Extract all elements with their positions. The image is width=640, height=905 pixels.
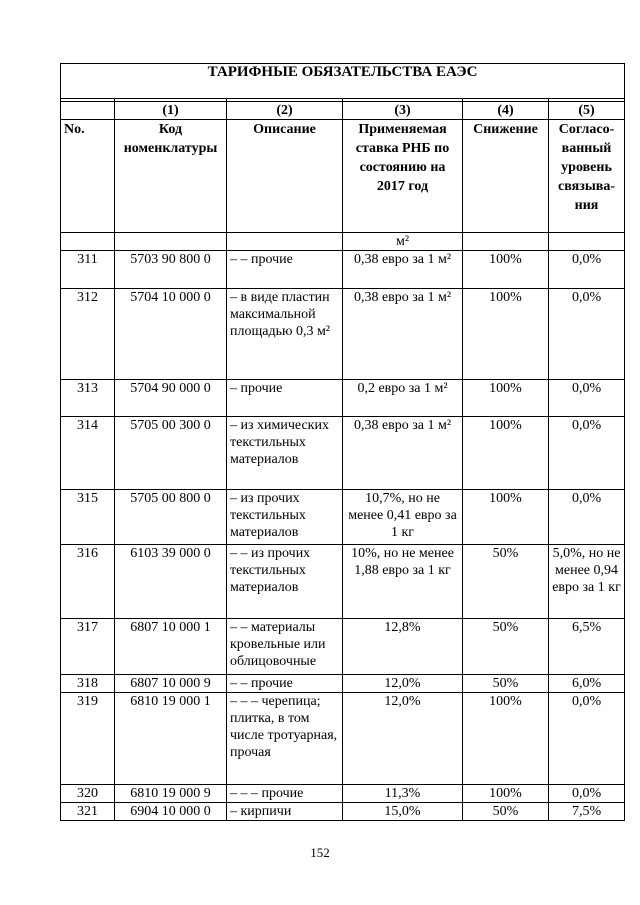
table-row xyxy=(61,490,625,545)
reduction: 50% xyxy=(463,545,549,619)
nomenclature-code: 6810 19 000 9 xyxy=(115,785,227,803)
bound-level: 7,5% xyxy=(549,803,625,821)
applied-rate: 12,0% xyxy=(343,675,463,693)
reduction: 50% xyxy=(463,675,549,693)
table-row xyxy=(61,785,625,803)
row-number: 320 xyxy=(61,785,115,803)
bound-level: 0,0% xyxy=(549,251,625,289)
description: – – из прочих текстильных материалов xyxy=(227,545,343,619)
description: – из химических текстильных материалов xyxy=(227,417,343,490)
header-code: Код номенклатуры xyxy=(115,120,227,233)
reduction: 100% xyxy=(463,251,549,289)
description: – из прочих текстильных материалов xyxy=(227,490,343,545)
bound-level: 0,0% xyxy=(549,785,625,803)
nomenclature-code: 5703 90 800 0 xyxy=(115,251,227,289)
nomenclature-code: 5704 90 000 0 xyxy=(115,380,227,417)
table-title: ТАРИФНЫЕ ОБЯЗАТЕЛЬСТВА ЕАЭС xyxy=(61,64,625,99)
reduction: 100% xyxy=(463,289,549,380)
column-number-row xyxy=(61,102,625,120)
row-number: 311 xyxy=(61,251,115,289)
continued-cell: м² xyxy=(343,233,463,251)
bound-level: 6,0% xyxy=(549,675,625,693)
reduction: 100% xyxy=(463,417,549,490)
table-row xyxy=(61,251,625,289)
table-row xyxy=(61,803,625,821)
nomenclature-code: 6810 19 000 1 xyxy=(115,693,227,785)
header-applied-rate: Применяемая ставка РНБ по состоянию на 2017 год xyxy=(343,120,463,233)
column-number: (5) xyxy=(549,102,625,120)
description: – – прочие xyxy=(227,675,343,693)
applied-rate: 12,0% xyxy=(343,693,463,785)
header-reduction: Снижение xyxy=(463,120,549,233)
reduction: 50% xyxy=(463,619,549,675)
bound-level: 5,0%, но не менее 0,94 евро за 1 кг xyxy=(549,545,625,619)
row-number: 316 xyxy=(61,545,115,619)
description: – – – черепица; плитка, в том числе тротуарная, прочая xyxy=(227,693,343,785)
applied-rate: 15,0% xyxy=(343,803,463,821)
bound-level: 6,5% xyxy=(549,619,625,675)
row-number: 315 xyxy=(61,490,115,545)
applied-rate: 10,7%, но не менее 0,41 евро за 1 кг xyxy=(343,490,463,545)
applied-rate: 0,2 евро за 1 м² xyxy=(343,380,463,417)
description: – прочие xyxy=(227,380,343,417)
bound-level: 0,0% xyxy=(549,693,625,785)
description: – – – прочие xyxy=(227,785,343,803)
table-row xyxy=(61,693,625,785)
nomenclature-code: 5705 00 800 0 xyxy=(115,490,227,545)
applied-rate: 11,3% xyxy=(343,785,463,803)
continued-row xyxy=(61,233,625,251)
reduction: 100% xyxy=(463,693,549,785)
row-number: 314 xyxy=(61,417,115,490)
table-row xyxy=(61,380,625,417)
row-number: 317 xyxy=(61,619,115,675)
column-header-row xyxy=(61,120,625,233)
column-number: (3) xyxy=(343,102,463,120)
applied-rate: 0,38 евро за 1 м² xyxy=(343,417,463,490)
applied-rate: 10%, но не менее 1,88 евро за 1 кг xyxy=(343,545,463,619)
reduction: 100% xyxy=(463,490,549,545)
nomenclature-code: 6103 39 000 0 xyxy=(115,545,227,619)
bound-level: 0,0% xyxy=(549,417,625,490)
column-number: (4) xyxy=(463,102,549,120)
reduction: 50% xyxy=(463,803,549,821)
table-row xyxy=(61,417,625,490)
row-number: 313 xyxy=(61,380,115,417)
nomenclature-code: 6807 10 000 9 xyxy=(115,675,227,693)
bound-level: 0,0% xyxy=(549,289,625,380)
row-number: 318 xyxy=(61,675,115,693)
bound-level: 0,0% xyxy=(549,380,625,417)
nomenclature-code: 6904 10 000 0 xyxy=(115,803,227,821)
nomenclature-code: 5705 00 300 0 xyxy=(115,417,227,490)
nomenclature-code: 6807 10 000 1 xyxy=(115,619,227,675)
applied-rate: 0,38 евро за 1 м² xyxy=(343,289,463,380)
page-number: 152 xyxy=(310,845,330,860)
header-bound-level: Согласо-ванный уровень связыва-ния xyxy=(549,120,625,233)
description: – в виде пластин максимальной площадью 0,3 м² xyxy=(227,289,343,380)
description: – – прочие xyxy=(227,251,343,289)
table-title-row xyxy=(61,64,625,99)
row-number: 319 xyxy=(61,693,115,785)
column-number: (1) xyxy=(115,102,227,120)
header-no: No. xyxy=(61,120,115,233)
table-row xyxy=(61,675,625,693)
table-row xyxy=(61,619,625,675)
description: – – материалы кровельные или облицовочные xyxy=(227,619,343,675)
row-number: 321 xyxy=(61,803,115,821)
table-row xyxy=(61,545,625,619)
table-row xyxy=(61,289,625,380)
reduction: 100% xyxy=(463,785,549,803)
nomenclature-code: 5704 10 000 0 xyxy=(115,289,227,380)
applied-rate: 0,38 евро за 1 м² xyxy=(343,251,463,289)
applied-rate: 12,8% xyxy=(343,619,463,675)
reduction: 100% xyxy=(463,380,549,417)
row-number: 312 xyxy=(61,289,115,380)
tariff-table xyxy=(60,63,625,821)
column-number: (2) xyxy=(227,102,343,120)
bound-level: 0,0% xyxy=(549,490,625,545)
column-number xyxy=(61,102,115,120)
description: – кирпичи xyxy=(227,803,343,821)
header-description: Описание xyxy=(227,120,343,233)
